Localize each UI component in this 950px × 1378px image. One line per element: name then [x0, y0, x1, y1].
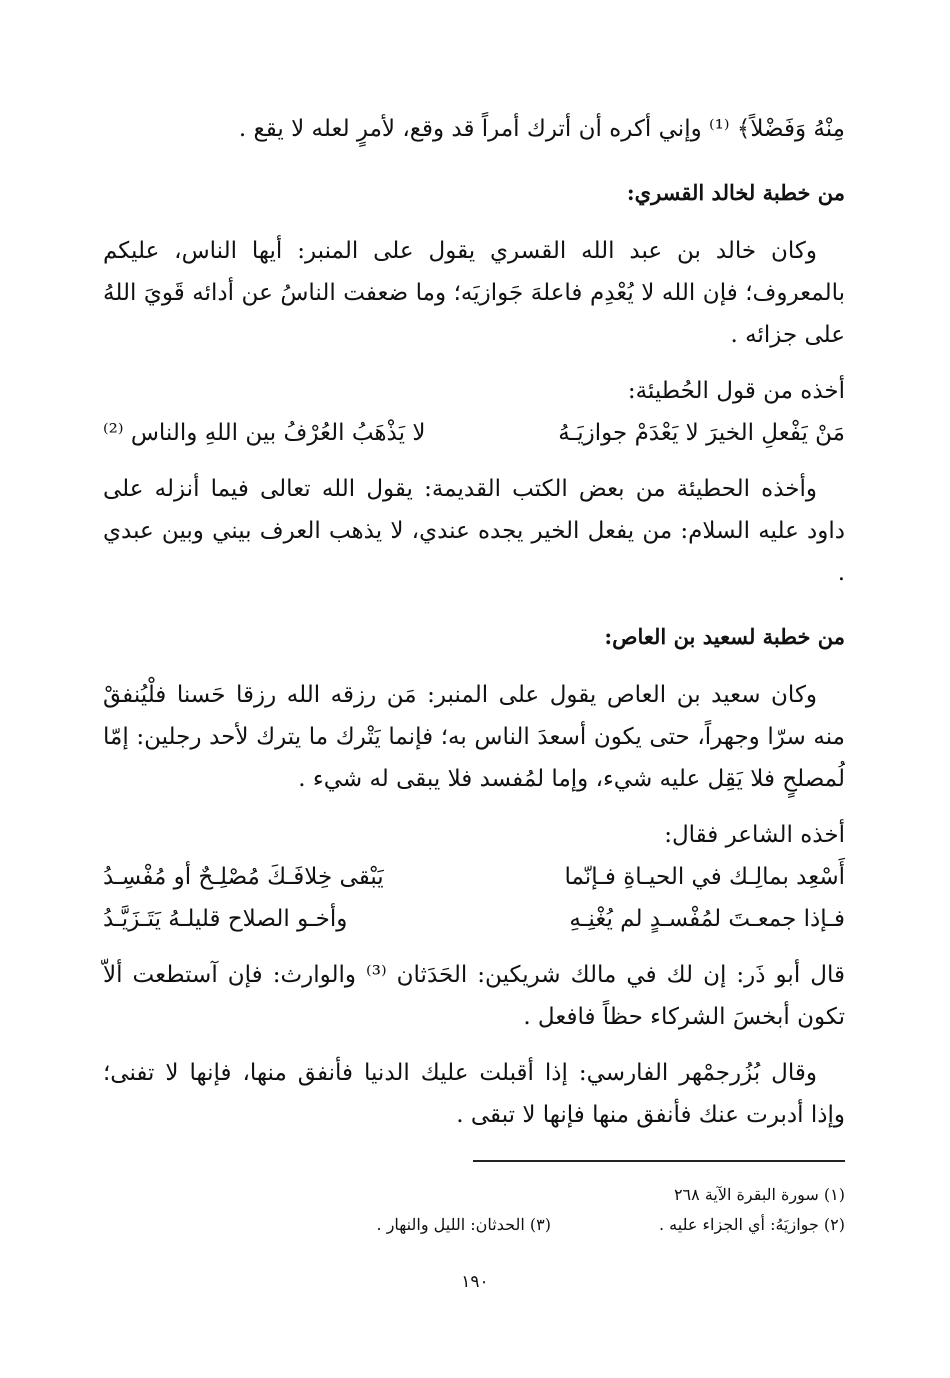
verse-hemistich-second: وأخـو الصلاح قليلـهُ يَتَـزَيَّـدُ	[103, 906, 348, 932]
footnote-divider	[473, 1160, 845, 1162]
verse-hutayah	[103, 412, 845, 454]
page-number: ١٩٠	[461, 1272, 489, 1292]
paragraph-buzurjmihr: وقال بُزُرجمْهر الفارسي: إذا أقبلت عليك الدنيا فأنفق منها، فإنها لا تفنى؛ وإذا أدبرت عنك فأنفق منها فإنها لا تبقى .	[103, 1060, 845, 1128]
footnote-2: (٢) جوازيَهُ: أي الجزاء عليه .	[658, 1215, 845, 1234]
verse-line	[103, 412, 845, 454]
verse-hemistich-first: فـإذا جمعـتَ لمُفْسـدٍ لم يُغْنِـهِ	[569, 906, 845, 932]
verse-line	[103, 856, 845, 898]
paragraph-abu-dharr: قال أبو ذَر: إن لك في مالك شريكين: الحَدَثان ⁽³⁾ والوارث: فإن آستطعت ألاّ تكون أبخسَ الشركاء حظاً فافعل .	[103, 962, 845, 1030]
paragraph-old-books: وأخذه الحطيئة من بعض الكتب القديمة: يقول الله تعالى فيما أنزله على داود عليه السلام: من يفعل الخير يجده عندي، لا يذهب العرف بيني وبين عبدي .	[103, 476, 845, 586]
verse-intro-poet: أخذه الشاعر فقال:	[664, 822, 845, 848]
paragraph-said: وكان سعيد بن العاص يقول على المنبر: مَن رزقه الله رزقا حَسنا فلْيُنفقْ منه سرّا وجهراً، حتى يكون أسعدَ الناس به؛ فإنما يَتْرك ما يترك لأحد رجلين: إمّا لُمصلحٍ فلا يَقِل عليه شيء، وإما لمُفسد فلا يبقى له شيء .	[103, 682, 845, 792]
verse-hemistich-second: يَبْقى خِلافَـكَ مُصْلِـحٌ أو مُفْسِـدُ	[103, 864, 384, 890]
footnotes	[103, 1180, 845, 1240]
footnote-1: (١) سورة البقرة الآية ٢٦٨	[673, 1185, 845, 1204]
paragraph-khalid: وكان خالد بن عبد الله القسري يقول على المنبر: أيها الناس، عليكم بالمعروف؛ فإن الله لا يُعْدِم فاعلهَ جَوازيَه؛ وما ضعفت الناسُ عن أدائه قَويَ اللهُ على جزائه .	[103, 238, 845, 348]
verse-hemistich-second: لا يَذْهَبُ العُرْفُ بين اللهِ والناس ⁽²⁾	[103, 420, 426, 446]
verse-intro-hutayah: أخذه من قول الحُطيئة:	[627, 378, 845, 404]
verse-hemistich-first: مَنْ يَفْعلِ الخيرَ لا يَعْدَمْ جوازيَـهُ	[558, 420, 845, 446]
page-body	[103, 108, 845, 1150]
footnote-row	[103, 1210, 845, 1240]
opening-text: مِنْهُ وَفَضْلاً﴾ ⁽¹⁾ وإني أكره أن أترك أمراً قد وقع، لأمرٍ لعله لا يقع .	[238, 116, 845, 142]
verse-line	[103, 898, 845, 940]
section-heading-said: من خطبة لسعيد بن العاص:	[604, 624, 845, 649]
verse-hemistich-first: أَسْعِد بمالِـك في الحيـاةِ فـإنّما	[564, 864, 845, 890]
footnote-3: (٣) الحدثان: الليل والنهار .	[376, 1215, 551, 1234]
section-heading-khalid: من خطبة لخالد القسري:	[626, 180, 845, 205]
verse-poet	[103, 856, 845, 940]
